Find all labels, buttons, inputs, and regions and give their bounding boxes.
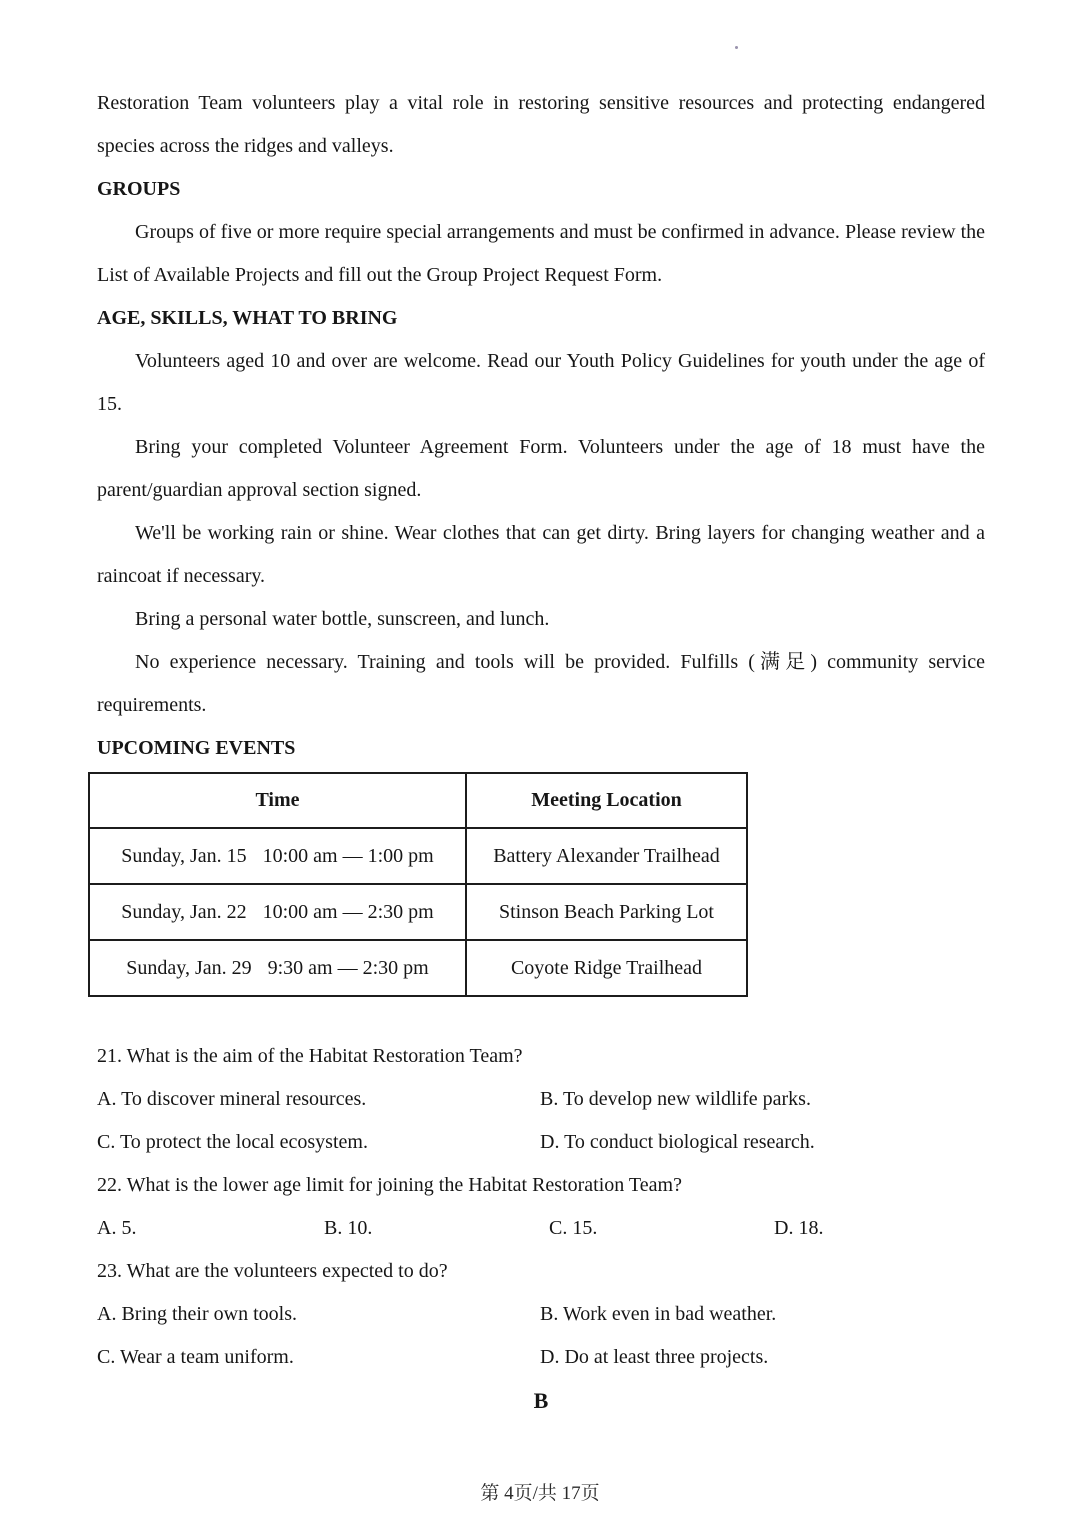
option: A. To discover mineral resources. [97, 1088, 367, 1110]
option: D. Do at least three projects. [540, 1346, 769, 1368]
location-cell: Battery Alexander Trailhead [466, 828, 747, 884]
table-row [89, 828, 747, 884]
event-date: Sunday, Jan. 22 [121, 900, 247, 923]
question-text: 23. What are the volunteers expected to do? [97, 1260, 448, 1282]
option: D. 18. [774, 1217, 824, 1239]
section-heading: GROUPS [97, 178, 181, 200]
options-row [97, 1293, 985, 1379]
paragraph: Restoration Team volunteers play a vital role in restoring sensitive resources and protecting endangered species across the ridges and valleys. [97, 92, 985, 157]
option: A. 5. [97, 1217, 137, 1239]
table-row [89, 884, 747, 940]
time-cell [89, 940, 466, 996]
option: D. To conduct biological research. [540, 1131, 815, 1153]
paragraph: Bring a personal water bottle, sunscreen, and lunch. [135, 608, 550, 630]
location-cell: Coyote Ridge Trailhead [466, 940, 747, 996]
options-row [97, 1207, 985, 1250]
option: B. To develop new wildlife parks. [540, 1088, 811, 1110]
paragraph: Bring your completed Volunteer Agreement Form. Volunteers under the age of 18 must have the parent/guardian approval section signed. [97, 436, 985, 501]
page-footer: 第 4页/共 17页 [480, 1483, 600, 1504]
location-cell: Stinson Beach Parking Lot [466, 884, 747, 940]
passage-section-label: B [533, 1388, 549, 1413]
event-time: 9:30 am — 2:30 pm [267, 956, 429, 979]
paragraph: We'll be working rain or shine. Wear clothes that can get dirty. Bring layers for changing weather and a raincoat if necessary. [97, 522, 985, 587]
table-header-cell: Time [89, 773, 466, 828]
paragraph: Groups of five or more require special arrangements and must be confirmed in advance. Please review the List of Available Projects and fill out the Group Project Request Form. [97, 221, 985, 286]
time-cell [89, 884, 466, 940]
event-date: Sunday, Jan. 15 [121, 844, 247, 867]
stray-mark [735, 46, 738, 49]
question-text: 21. What is the aim of the Habitat Restoration Team? [97, 1045, 523, 1067]
table-header-row [89, 773, 747, 828]
paragraph: No experience necessary. Training and tools will be provided. Fulfills (满足) community service requirements. [97, 651, 985, 716]
question-text: 22. What is the lower age limit for joining the Habitat Restoration Team? [97, 1174, 682, 1196]
events-table [88, 772, 748, 997]
option: B. 10. [324, 1217, 373, 1239]
event-time: 10:00 am — 2:30 pm [262, 900, 434, 923]
questions-section [97, 1035, 985, 1379]
option: C. Wear a team uniform. [97, 1346, 294, 1368]
section-heading: AGE, SKILLS, WHAT TO BRING [97, 307, 398, 329]
time-cell [89, 828, 466, 884]
options-row [97, 1078, 985, 1164]
question [97, 1035, 985, 1164]
paragraph: Volunteers aged 10 and over are welcome. Read our Youth Policy Guidelines for youth under the age of 15. [97, 350, 985, 415]
option: A. Bring their own tools. [97, 1303, 297, 1325]
event-time: 10:00 am — 1:00 pm [262, 844, 434, 867]
event-date: Sunday, Jan. 29 [126, 956, 252, 979]
question [97, 1250, 985, 1379]
option: B. Work even in bad weather. [540, 1303, 777, 1325]
table-body [89, 828, 747, 996]
option: C. To protect the local ecosystem. [97, 1131, 368, 1153]
section-heading: UPCOMING EVENTS [97, 737, 296, 759]
question [97, 1164, 985, 1250]
option: C. 15. [549, 1217, 598, 1239]
table-row [89, 940, 747, 996]
table-header-cell: Meeting Location [466, 773, 747, 828]
